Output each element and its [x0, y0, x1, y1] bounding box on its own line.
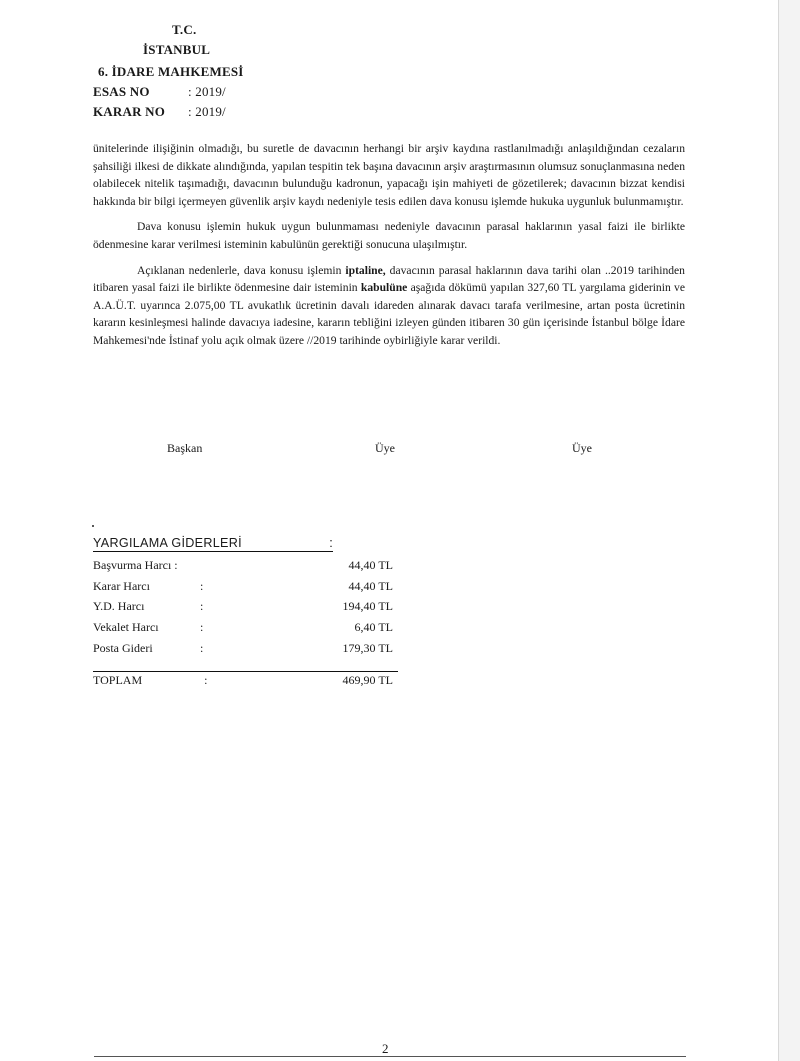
cost-total-amount: 469,90 TL: [342, 673, 393, 688]
cost-row-label-text: Başvurma Harcı :: [93, 557, 178, 572]
cost-total-label: [93, 673, 208, 688]
esas-no-row: [93, 84, 226, 100]
cost-title-colon: :: [329, 536, 333, 550]
cost-row-amount: 179,30 TL: [342, 641, 393, 656]
esas-no-label: ESAS NO: [93, 84, 150, 99]
cost-row-label-text: Karar Harcı: [93, 578, 150, 593]
cost-row-label: [93, 599, 203, 614]
page-edge: [778, 0, 800, 1061]
karar-no-label: KARAR NO: [93, 104, 166, 119]
paragraph-verdict: [93, 262, 685, 350]
total-colon: :: [204, 673, 208, 688]
cost-title-text: YARGILAMA GİDERLERİ: [93, 536, 242, 550]
verdict-text-b: davacının parasal haklarının dava tarihi olan ..2019 tarihinden itibaren yasal faizi ile birlikte ödenmesine dair isteminin: [93, 263, 685, 295]
verdict-iptal: iptaline,: [345, 263, 386, 277]
paragraph-conclusion: Dava konusu işlemin hukuk uygun bulunmaması nedeniyle davacının parasal haklarının yasal faizi ile birlikte ödenmesine karar verilmesi isteminin kabulünün gerektiği sonucuna ulaşılmıştır.: [93, 220, 685, 251]
signature-president: Başkan: [167, 441, 203, 455]
cost-row-label-text: Vekalet Harcı: [93, 620, 159, 635]
karar-no-value: : 2019/: [188, 104, 226, 119]
cost-row-label: [93, 620, 203, 635]
cost-row-label: [93, 641, 203, 656]
verdict-kabul: kabulüne: [360, 281, 408, 295]
verdict-text-a: Açıklanan nedenlerle, dava konusu işlemin: [137, 263, 346, 277]
cost-table-title: [93, 536, 333, 552]
verdict-text-c: aşağıda dökümü yapılan 327,60 TL yargılama giderinin ve A.A.Ü.T. uyarınca 2.075,00 TL avukatlık ücretinin davalı idareden alınarak davacı tarafa verilmesine, artan posta ücretinin kararın kesinleşmesi halinde davacıya iadesine, kararın tebliğini izleyen günden itibaren 30 gün içerisinde İstanbul bölge İdare Mahkemesi'nde İstinaf yolu açık olmak üzere //2019 tarihinde oybirliğiyle karar verildi.: [93, 281, 685, 347]
cost-row-amount: 6,40 TL: [354, 620, 393, 635]
cost-row-label-text: Y.D. Harcı: [93, 599, 145, 614]
cost-row-amount: 44,40 TL: [348, 557, 393, 572]
cost-row-amount: 44,40 TL: [348, 578, 393, 593]
cost-total-row: [93, 672, 398, 690]
header-court: 6. İDARE MAHKEMESİ: [98, 64, 244, 79]
total-label-text: TOPLAM: [93, 673, 143, 688]
footer-rule: [94, 1056, 686, 1057]
cost-row: [93, 638, 398, 659]
signature-member-1: Üye: [375, 441, 395, 455]
cost-row-label: [93, 558, 203, 573]
decision-body: [93, 140, 685, 350]
cost-rows: [93, 555, 398, 659]
header-country: T.C.: [172, 22, 197, 37]
stray-mark: [92, 525, 94, 527]
cost-row: [93, 617, 398, 638]
cost-row-colon: :: [200, 641, 204, 656]
page-number: 2: [382, 1041, 389, 1056]
signature-member-2: Üye: [572, 441, 592, 455]
esas-no-value: : 2019/: [188, 84, 226, 99]
cost-row: [93, 597, 398, 618]
cost-row: [93, 555, 398, 576]
cost-row-colon: :: [200, 578, 204, 593]
cost-row: [93, 576, 398, 597]
cost-row-colon: :: [200, 620, 204, 635]
paragraph-reasoning: ünitelerinde ilişiğinin olmadığı, bu suretle de davacının herhangi bir arşiv kaydına rastlanılmadığı anlaşıldığından cezaların şahsiliği ilkesi de dikkate alındığında, yapılan tespitin tek başına davacının arşiv araştırmasının olumsuz sonuçlanmasına neden olabilecek nitelik taşımadığı, davacının bulunduğu kadronun, yapacağı işin mahiyeti de gözetilerek; davacının bizzat kendisi hakkında bir bilgi içermeyen güvenlik arşiv kaydı nedeniyle tesis edilen dava konusu işlemde hukuka uygunluk bulunmamıştır.: [93, 142, 685, 208]
header-city: İSTANBUL: [143, 42, 211, 57]
cost-row-amount: 194,40 TL: [342, 599, 393, 614]
cost-table: [93, 536, 398, 690]
cost-row-label-text: Posta Gideri: [93, 641, 153, 656]
karar-no-row: [93, 104, 226, 120]
cost-row-colon: :: [200, 599, 204, 614]
cost-row-label: [93, 579, 203, 594]
